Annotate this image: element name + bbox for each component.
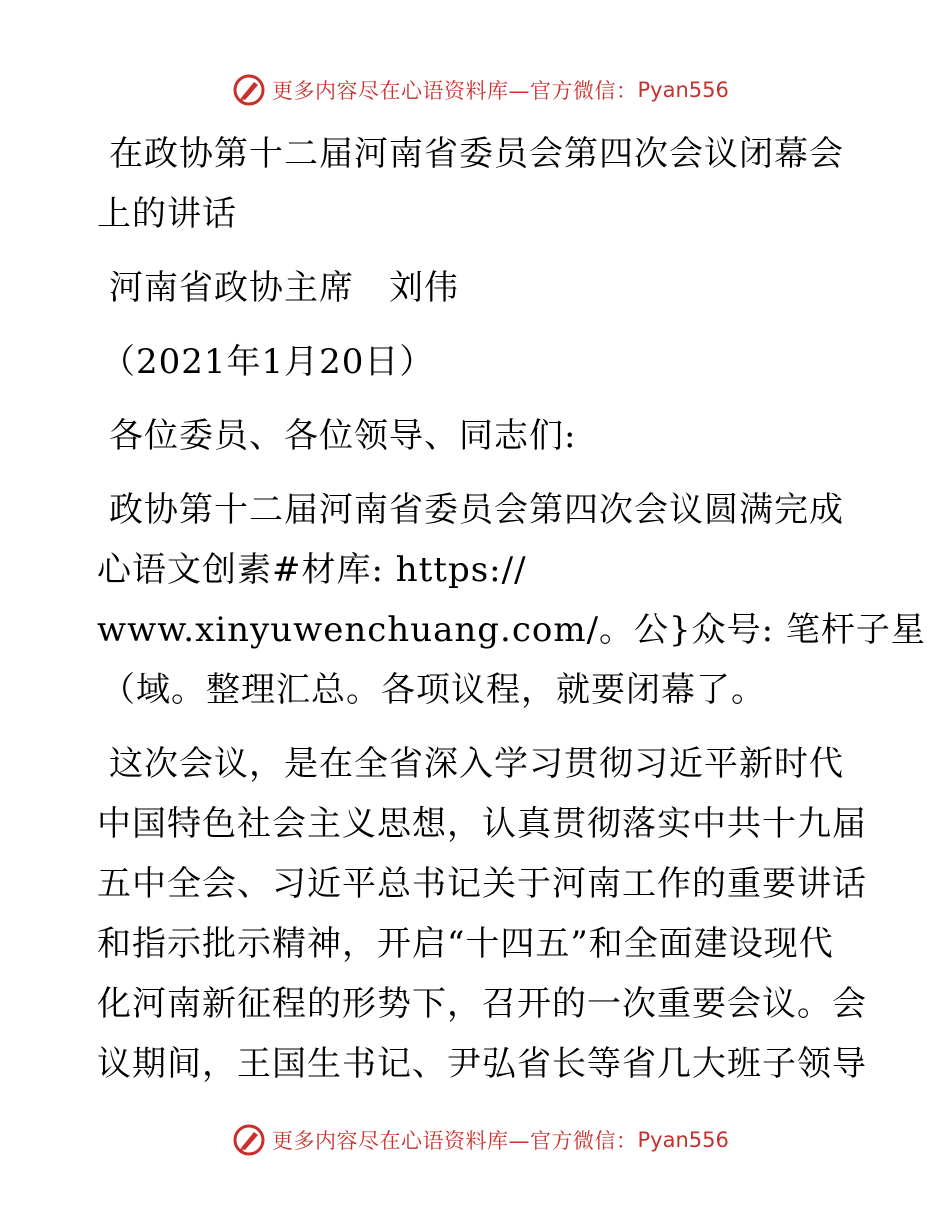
header-watermark	[232, 70, 729, 110]
title-line-1: 在政协第十二届河南省委员会第四次会议闭幕会	[109, 134, 844, 174]
paragraph-1-line: www.xinyuwenchuang.com/。公}众号: 笔杆子星	[97, 610, 926, 650]
watermark-id: Pyan556	[637, 78, 729, 102]
paragraph-1	[97, 480, 926, 720]
paragraph-2-line: 和指示批示精神，开启“十四五”和全面建设现代	[97, 924, 834, 964]
watermark-text: 更多内容尽在心语资料库—官方微信：	[272, 79, 638, 103]
watermark-text: 更多内容尽在心语资料库—官方微信：	[272, 1129, 638, 1153]
pen-logo-icon	[232, 1123, 266, 1157]
paragraph-2-line: 这次会议，是在全省深入学习贯彻习近平新时代	[109, 744, 844, 784]
document-body	[97, 124, 926, 1094]
pen-logo-icon	[232, 73, 266, 107]
paragraph-2-line: 五中全会、习近平总书记关于河南工作的重要讲话	[97, 864, 867, 904]
paragraph-1-line: 心语文创素#材库: https://	[97, 550, 527, 590]
footer-watermark	[232, 1120, 729, 1160]
watermark-id: Pyan556	[637, 1128, 729, 1152]
date-line: （2021年1月20日）	[101, 342, 435, 382]
paragraph-1-line: 政协第十二届河南省委员会第四次会议圆满完成	[109, 490, 844, 530]
paragraph-2-line: 化河南新征程的形势下，召开的一次重要会议。会	[97, 984, 867, 1024]
author-line: 河南省政协主席 刘伟	[109, 268, 459, 308]
title-line-2: 上的讲话	[97, 194, 237, 234]
paragraph-2-line: 议期间，王国生书记、尹弘省长等省几大班子领导	[97, 1044, 867, 1084]
paragraph-1-line: （域。整理汇总。各项议程，就要闭幕了。	[101, 670, 766, 710]
paragraph-2	[97, 734, 867, 1094]
salutation: 各位委员、各位领导、同志们:	[109, 416, 577, 456]
paragraph-2-line: 中国特色社会主义思想，认真贯彻落实中共十九届	[97, 804, 867, 844]
